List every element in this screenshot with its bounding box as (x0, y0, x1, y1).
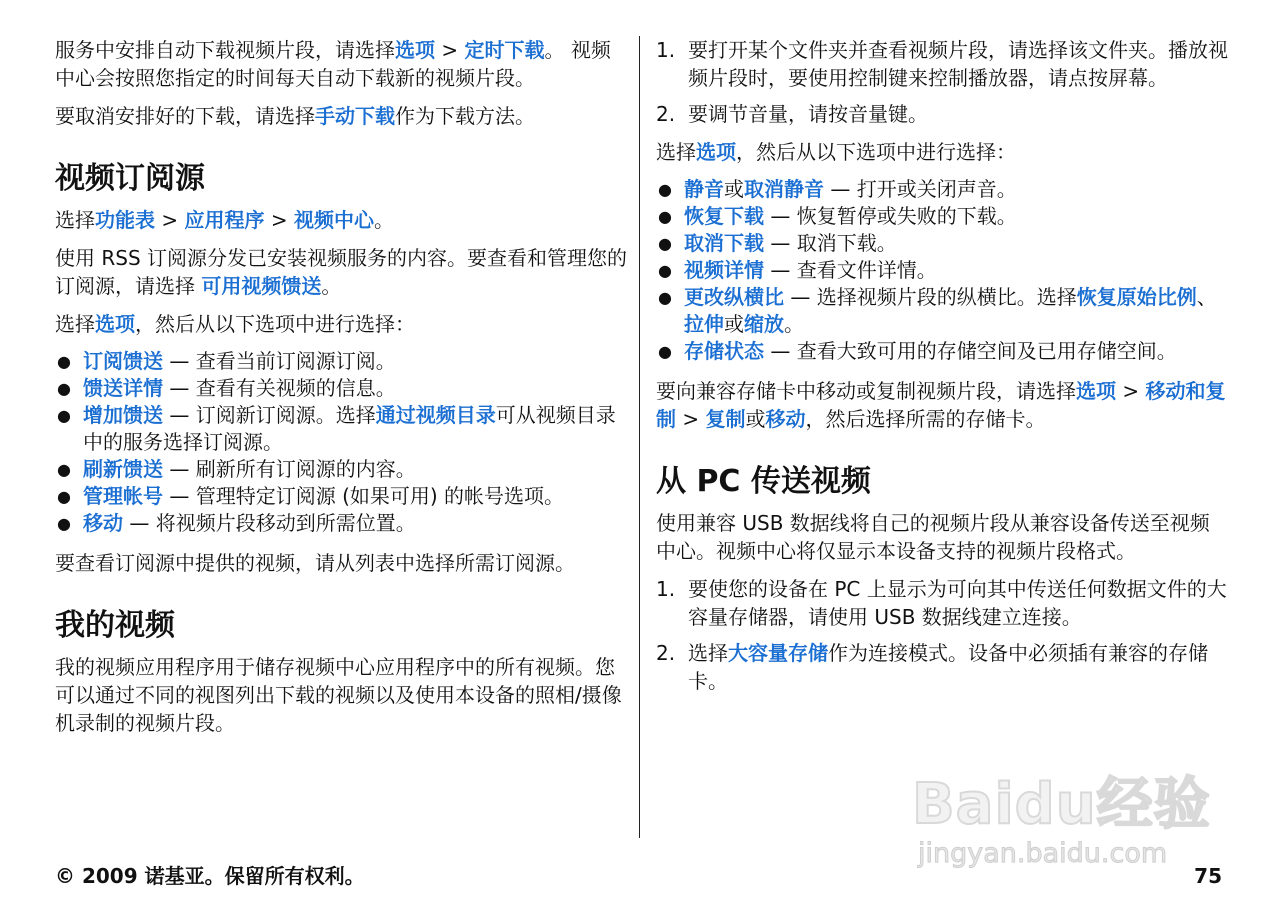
feeds-paragraph: 使用 RSS 订阅源分发已安装视频服务的内容。要查看和管理您的订阅源，请选择 可用视频馈送。 (55, 246, 628, 298)
section-title-transfer-from-pc: 从 PC 传送视频 (656, 464, 871, 499)
page-number: 75 (1194, 864, 1222, 888)
option-term[interactable]: 刷新馈送 (83, 457, 163, 481)
option-term[interactable]: 订阅馈送 (83, 349, 163, 373)
watermark-brand: Baidu经验 (912, 772, 1211, 837)
link-move[interactable]: 移动 (765, 407, 806, 431)
my-videos-paragraph: 我的视频应用程序用于储存视频中心应用程序中的所有视频。您可以通过不同的视图列出下载的视频以及使用本设备的照相/摄像机录制的视频片段。 (55, 655, 622, 735)
intro-paragraph-1: 服务中安排自动下载视频片段，请选择选项 > 定时下载。 视频中心会按照您指定的时间每天自动下载新的视频片段。 (55, 38, 611, 90)
list-item: ● 存储状态 — 查看大致可用的存储空间及已用存储空间。 (656, 338, 1228, 365)
link-video-centre[interactable]: 视频中心 (293, 208, 374, 232)
option-term[interactable]: 馈送详情 (83, 376, 163, 400)
link-move-and-copy[interactable]: 移动和复制 (656, 379, 1226, 431)
option-term[interactable]: 取消下载 (684, 231, 764, 255)
transfer-paragraph: 使用兼容 USB 数据线将自己的视频片段从兼容设备传送至视频中心。视频中心将仅显示本设备支持的视频片段格式。 (656, 511, 1210, 563)
column-divider (639, 36, 640, 838)
list-item: 1. 要使您的设备在 PC 上显示为可向其中传送任何数据文件的大容量存储器，请使用 USB 数据线建立连接。 (656, 577, 1227, 629)
watermark-url: jingyan.baidu.com (918, 838, 1168, 869)
option-term[interactable]: 管理帐号 (83, 484, 163, 508)
move-copy-paragraph: 要向兼容存储卡中移动或复制视频片段，请选择选项 > 移动和复制 > 复制或移动，然后选择所需的存储卡。 (656, 379, 1226, 431)
list-item: 1. 要打开某个文件夹并查看视频片段，请选择该文件夹。播放视频片段时，要使用控制键来控制播放器，请点按屏幕。 (656, 38, 1228, 90)
list-item: ● 刷新馈送 — 刷新所有订阅源的内容。 (55, 456, 627, 483)
intro-paragraph-2: 要取消安排好的下载，请选择手动下载作为下载方法。 (55, 104, 535, 128)
list-item: ● 管理帐号 — 管理特定订阅源 (如果可用) 的帐号选项。 (55, 483, 627, 510)
right-column (656, 36, 1228, 705)
option-term[interactable]: 拉伸 (684, 312, 724, 336)
menu-path: 选择功能表 > 应用程序 > 视频中心。 (55, 208, 394, 232)
section-title-video-feeds: 视频订阅源 (55, 161, 205, 196)
link-options[interactable]: 选项 (395, 38, 435, 62)
options-paragraph: 选择选项，然后从以下选项中进行选择： (656, 140, 1016, 164)
list-item: ● 恢复下载 — 恢复暂停或失败的下载。 (656, 203, 1228, 230)
video-options-list (656, 176, 1228, 365)
list-item: ● 移动 — 将视频片段移动到所需位置。 (55, 510, 627, 537)
copyright: © 2009 诺基亚。保留所有权利。 (55, 864, 365, 888)
option-term[interactable]: 更改纵横比 (684, 285, 784, 309)
transfer-steps (656, 575, 1228, 695)
link-options[interactable]: 选项 (95, 312, 135, 336)
feeds-view-paragraph: 要查看订阅源中提供的视频，请从列表中选择所需订阅源。 (55, 551, 575, 575)
link-options[interactable]: 选项 (696, 140, 736, 164)
list-item: ● 馈送详情 — 查看有关视频的信息。 (55, 375, 627, 402)
section-title-my-videos: 我的视频 (55, 608, 175, 643)
playback-steps (656, 36, 1228, 128)
option-term[interactable]: 存储状态 (684, 339, 764, 363)
link-menu[interactable]: 功能表 (95, 208, 155, 232)
link-mass-storage[interactable]: 大容量存储 (728, 641, 828, 665)
link-copy[interactable]: 复制 (705, 407, 746, 431)
list-item: 2. 要调节音量，请按音量键。 (656, 102, 928, 126)
option-term[interactable]: 视频详情 (684, 258, 764, 282)
option-term[interactable]: 静音 (684, 177, 724, 201)
list-item: ● 增加馈送 — 订阅新订阅源。选择通过视频目录可从视频目录中的服务选择订阅源。 (55, 402, 627, 456)
options-paragraph: 选择选项，然后从以下选项中进行选择： (55, 312, 415, 336)
list-item: ● 取消下载 — 取消下载。 (656, 230, 1228, 257)
list-item: ● 视频详情 — 查看文件详情。 (656, 257, 1228, 284)
baidu-watermark (912, 760, 1212, 880)
option-term[interactable]: 取消静音 (744, 177, 824, 201)
link-available-feeds[interactable]: 可用视频馈送 (201, 274, 322, 298)
feed-options-list (55, 348, 627, 537)
list-item: ● 静音或取消静音 — 打开或关闭声音。 (656, 176, 1228, 203)
option-term[interactable]: 移动 (83, 511, 123, 535)
list-item: 2. 选择大容量存储作为连接模式。设备中必须插有兼容的存储卡。 (656, 641, 1208, 693)
link-manual-download[interactable]: 手动下载 (315, 104, 395, 128)
option-term[interactable]: 恢复下载 (684, 204, 764, 228)
option-term[interactable]: 增加馈送 (83, 403, 163, 427)
list-item: ● 更改纵横比 — 选择视频片段的纵横比。选择恢复原始比例、拉伸或缩放。 (656, 284, 1228, 338)
link-applications[interactable]: 应用程序 (184, 208, 265, 232)
list-item: ● 订阅馈送 — 查看当前订阅源订阅。 (55, 348, 627, 375)
link-options[interactable]: 选项 (1076, 379, 1116, 403)
option-term[interactable]: 缩放 (744, 312, 784, 336)
option-term[interactable]: 恢复原始比例 (1076, 285, 1197, 309)
left-column (55, 36, 627, 747)
option-term[interactable]: 通过视频目录 (375, 403, 496, 427)
link-scheduled-download[interactable]: 定时下载 (464, 38, 545, 62)
